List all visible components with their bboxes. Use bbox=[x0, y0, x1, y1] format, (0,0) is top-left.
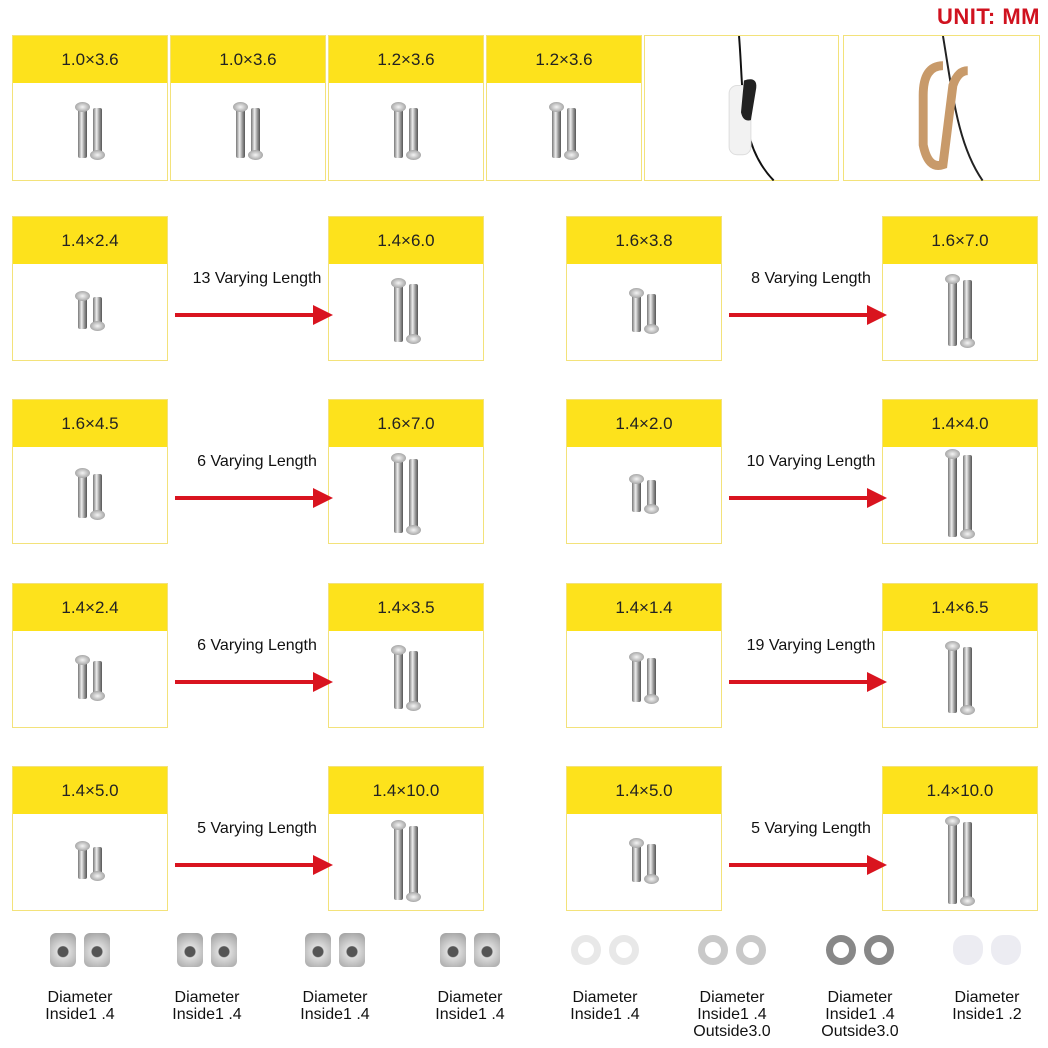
washer-icon bbox=[698, 935, 728, 965]
screw-size-card bbox=[12, 216, 168, 361]
diameter-label: Diameter bbox=[699, 989, 765, 1006]
size-label: 1.6×4.5 bbox=[13, 400, 167, 447]
screw-icon bbox=[93, 661, 102, 697]
size-label: 1.4×10.0 bbox=[883, 767, 1037, 814]
diameter-label: Diameter bbox=[572, 989, 638, 1006]
screw-icon bbox=[632, 478, 641, 512]
varying-length-label: 10 Varying Length bbox=[746, 453, 876, 470]
nut-icon bbox=[339, 933, 365, 967]
screw-icon bbox=[78, 659, 87, 699]
diameter-label: Diameter bbox=[827, 989, 893, 1006]
screw-icon bbox=[409, 651, 418, 707]
screw-size-card bbox=[170, 35, 326, 181]
screw-icon bbox=[948, 278, 957, 346]
varying-length-label: 13 Varying Length bbox=[192, 270, 322, 287]
nut-icon bbox=[84, 933, 110, 967]
screw-icon bbox=[567, 108, 576, 156]
accessory-item bbox=[275, 925, 395, 1023]
screw-icon bbox=[647, 658, 656, 700]
varying-length-label: 5 Varying Length bbox=[197, 820, 317, 837]
washer-icon bbox=[736, 935, 766, 965]
screw-size-card bbox=[328, 766, 484, 911]
screw-size-card bbox=[882, 583, 1038, 728]
size-label: 1.4×6.5 bbox=[883, 584, 1037, 631]
washer-icon bbox=[864, 935, 894, 965]
red-arrow-icon bbox=[175, 313, 315, 317]
washer-icon bbox=[953, 935, 983, 965]
screw-size-card bbox=[12, 766, 168, 911]
accessory-item bbox=[672, 925, 792, 1040]
screw-icon bbox=[948, 645, 957, 713]
accessory-item bbox=[545, 925, 665, 1023]
washer-icon bbox=[609, 935, 639, 965]
screw-size-card bbox=[328, 216, 484, 361]
nut-icon bbox=[50, 933, 76, 967]
screw-icon bbox=[409, 284, 418, 340]
size-label: 1.6×7.0 bbox=[329, 400, 483, 447]
accessory-item bbox=[800, 925, 920, 1040]
screw-size-card bbox=[882, 766, 1038, 911]
screw-icon bbox=[409, 826, 418, 898]
screw-icon bbox=[632, 842, 641, 882]
varying-length-label: 6 Varying Length bbox=[197, 637, 317, 654]
size-label: 1.4×4.0 bbox=[883, 400, 1037, 447]
screw-icon bbox=[647, 480, 656, 510]
size-label: 1.4×5.0 bbox=[567, 767, 721, 814]
size-label: 1.4×10.0 bbox=[329, 767, 483, 814]
screw-icon bbox=[394, 457, 403, 533]
diameter-label: Diameter bbox=[437, 989, 503, 1006]
size-label: 1.6×7.0 bbox=[883, 217, 1037, 264]
screw-icon bbox=[394, 824, 403, 900]
diameter-label: Diameter bbox=[954, 989, 1020, 1006]
screw-icon bbox=[948, 820, 957, 904]
size-label: 1.4×5.0 bbox=[13, 767, 167, 814]
screw-size-card bbox=[882, 399, 1038, 544]
screw-size-card bbox=[566, 399, 722, 544]
nut-icon bbox=[305, 933, 331, 967]
size-label: 1.4×2.4 bbox=[13, 217, 167, 264]
accessory-item bbox=[147, 925, 267, 1023]
size-label: 1.6×3.8 bbox=[567, 217, 721, 264]
screw-icon bbox=[963, 822, 972, 902]
frame-photo-gold bbox=[843, 35, 1040, 181]
outside-diameter: Outside3.0 bbox=[693, 1023, 771, 1040]
inside-diameter: Inside1 .4 bbox=[172, 1006, 242, 1023]
screw-icon bbox=[394, 649, 403, 709]
screw-icon bbox=[78, 845, 87, 879]
washer-icon bbox=[991, 935, 1021, 965]
red-arrow-icon bbox=[175, 496, 315, 500]
inside-diameter: Inside1 .4 bbox=[697, 1006, 767, 1023]
screw-icon bbox=[409, 459, 418, 531]
screw-icon bbox=[394, 106, 403, 158]
screw-size-card bbox=[566, 766, 722, 911]
varying-length-label: 8 Varying Length bbox=[751, 270, 871, 287]
accessory-item bbox=[410, 925, 530, 1023]
screw-icon bbox=[647, 294, 656, 330]
screw-icon bbox=[948, 453, 957, 537]
screw-icon bbox=[394, 282, 403, 342]
screw-icon bbox=[93, 108, 102, 156]
screw-size-card bbox=[12, 583, 168, 728]
screw-size-card bbox=[328, 583, 484, 728]
size-label: 1.4×6.0 bbox=[329, 217, 483, 264]
nut-icon bbox=[211, 933, 237, 967]
nut-icon bbox=[474, 933, 500, 967]
screw-icon bbox=[93, 847, 102, 877]
screw-icon bbox=[78, 295, 87, 329]
size-label: 1.4×2.0 bbox=[567, 400, 721, 447]
unit-label: UNIT: MM bbox=[937, 4, 1040, 29]
red-arrow-icon bbox=[729, 680, 869, 684]
accessory-item bbox=[927, 925, 1047, 1023]
screw-size-card bbox=[12, 399, 168, 544]
inside-diameter: Inside1 .4 bbox=[300, 1006, 370, 1023]
size-label: 1.4×2.4 bbox=[13, 584, 167, 631]
inside-diameter: Inside1 .2 bbox=[952, 1006, 1022, 1023]
screw-icon bbox=[236, 106, 245, 158]
red-arrow-icon bbox=[175, 680, 315, 684]
inside-diameter: Inside1 .4 bbox=[570, 1006, 640, 1023]
red-arrow-icon bbox=[729, 496, 869, 500]
screw-icon bbox=[963, 455, 972, 535]
varying-length-label: 19 Varying Length bbox=[746, 637, 876, 654]
varying-length-label: 6 Varying Length bbox=[197, 453, 317, 470]
screw-icon bbox=[647, 844, 656, 880]
size-label: 1.2×3.6 bbox=[487, 36, 641, 83]
screw-size-card bbox=[328, 399, 484, 544]
accessory-item bbox=[20, 925, 140, 1023]
screw-icon bbox=[78, 472, 87, 518]
screw-icon bbox=[963, 280, 972, 344]
screw-icon bbox=[552, 106, 561, 158]
red-arrow-icon bbox=[729, 313, 869, 317]
red-arrow-icon bbox=[729, 863, 869, 867]
diameter-label: Diameter bbox=[302, 989, 368, 1006]
screw-size-card bbox=[566, 583, 722, 728]
diameter-label: Diameter bbox=[47, 989, 113, 1006]
screw-icon bbox=[632, 656, 641, 702]
diameter-label: Diameter bbox=[174, 989, 240, 1006]
nut-icon bbox=[440, 933, 466, 967]
screw-icon bbox=[632, 292, 641, 332]
screw-size-card bbox=[328, 35, 484, 181]
size-label: 1.0×3.6 bbox=[13, 36, 167, 83]
inside-diameter: Inside1 .4 bbox=[825, 1006, 895, 1023]
screw-size-card bbox=[566, 216, 722, 361]
outside-diameter: Outside3.0 bbox=[821, 1023, 899, 1040]
screw-icon bbox=[93, 474, 102, 516]
frame-photo-black bbox=[644, 35, 839, 181]
size-label: 1.4×1.4 bbox=[567, 584, 721, 631]
size-label: 1.0×3.6 bbox=[171, 36, 325, 83]
washer-icon bbox=[826, 935, 856, 965]
inside-diameter: Inside1 .4 bbox=[435, 1006, 505, 1023]
screw-size-card bbox=[882, 216, 1038, 361]
nut-icon bbox=[177, 933, 203, 967]
screw-icon bbox=[963, 647, 972, 711]
screw-icon bbox=[78, 106, 87, 158]
screw-icon bbox=[251, 108, 260, 156]
screw-icon bbox=[93, 297, 102, 327]
varying-length-label: 5 Varying Length bbox=[751, 820, 871, 837]
screw-icon bbox=[409, 108, 418, 156]
washer-icon bbox=[571, 935, 601, 965]
size-label: 1.2×3.6 bbox=[329, 36, 483, 83]
inside-diameter: Inside1 .4 bbox=[45, 1006, 115, 1023]
red-arrow-icon bbox=[175, 863, 315, 867]
screw-size-card bbox=[486, 35, 642, 181]
size-label: 1.4×3.5 bbox=[329, 584, 483, 631]
screw-size-card bbox=[12, 35, 168, 181]
